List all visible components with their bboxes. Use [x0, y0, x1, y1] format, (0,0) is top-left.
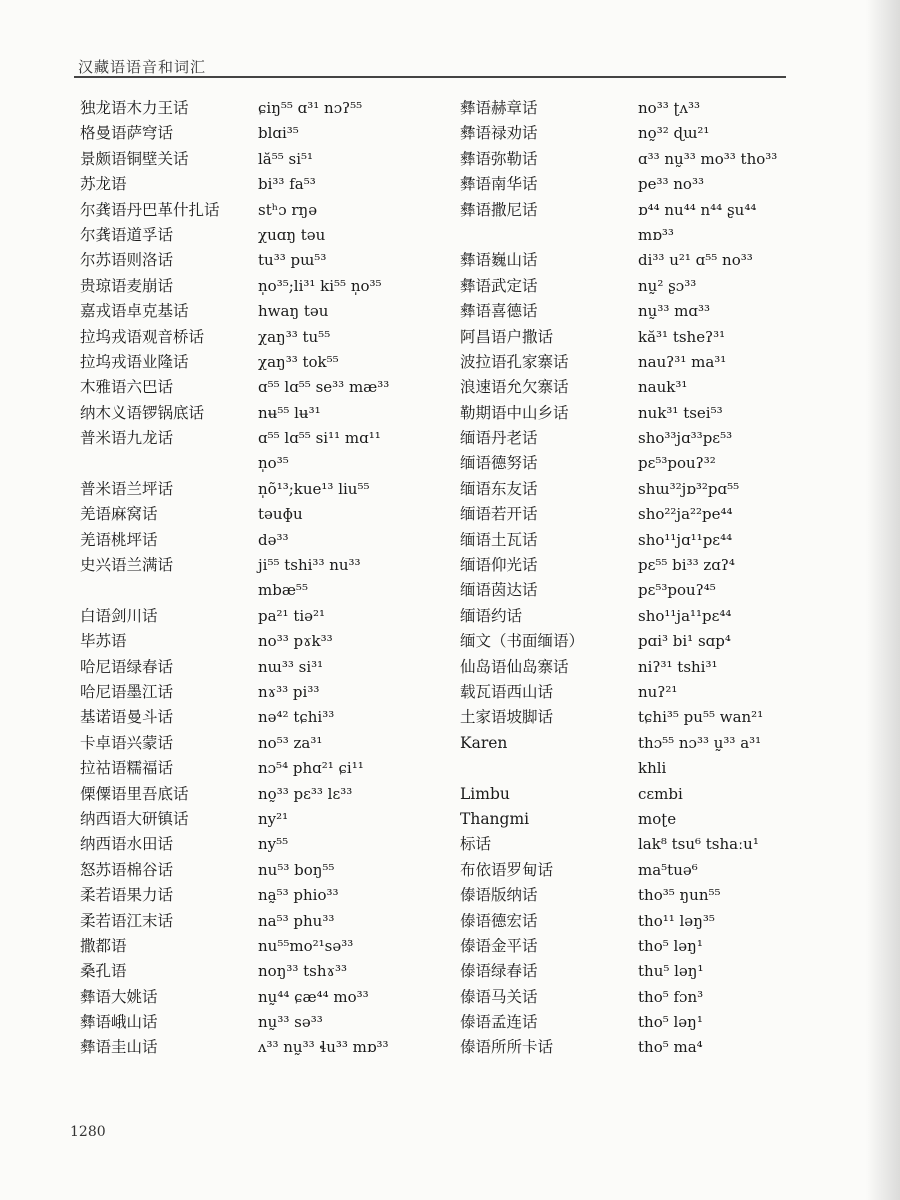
entry-row: [460, 934, 840, 959]
language-name: 彝语武定话: [460, 276, 538, 295]
word-form: pa²¹ tiə²¹: [258, 606, 326, 625]
entry-row: [460, 451, 840, 476]
entry-row: [80, 782, 460, 807]
word-form: na̰⁵³ phio³³: [258, 886, 339, 905]
entry-row: [460, 248, 840, 273]
language-name: 桑孔语: [80, 962, 127, 981]
entry-row: [460, 756, 840, 781]
word-form: sho³³jɑ³³pɛ⁵³: [638, 429, 733, 448]
entry-row: [80, 832, 460, 857]
entry-row: [460, 553, 840, 578]
entry-row: [80, 350, 460, 375]
entry-row: [80, 858, 460, 883]
word-form: ji⁵⁵ tshi³³ nu³³: [258, 556, 361, 575]
word-form: nɔ⁵⁴ phɑ²¹ ɕi¹¹: [258, 759, 364, 778]
language-name: 浪速语允欠寨话: [460, 378, 569, 397]
word-form: noŋ³³ tshɤ³³: [258, 962, 348, 981]
language-name: 彝语圭山话: [80, 1038, 158, 1057]
entry-row: [80, 274, 460, 299]
word-form: no³³ ʈʌ³³: [638, 99, 701, 117]
word-form: cɛmbi: [638, 784, 683, 803]
page-number: 1280: [70, 1124, 106, 1140]
entry-row: [80, 705, 460, 730]
word-form: stʰɔ rŋə: [258, 200, 318, 219]
language-name: 彝语撒尼话: [460, 200, 538, 219]
entry-row: [80, 248, 460, 273]
entry-row: [460, 121, 840, 146]
language-name: 勒期语中山乡话: [460, 403, 569, 422]
word-form: tho⁵ ləŋ¹: [638, 1013, 703, 1032]
language-name: 苏龙语: [80, 175, 127, 194]
language-name: 独龙语木力王话: [80, 99, 189, 117]
word-form: nuʔ²¹: [638, 682, 678, 701]
entry-row: [80, 121, 460, 146]
language-name: 彝语巍山话: [460, 251, 538, 270]
entry-row: [460, 375, 840, 400]
language-name: 尔苏语则洛话: [80, 251, 174, 270]
word-form: hwaŋ təu: [258, 302, 329, 321]
language-name: 傣语德宏话: [460, 911, 538, 930]
entry-row: [80, 807, 460, 832]
entry-row: [460, 223, 840, 248]
word-form: lă⁵⁵ si⁵¹: [258, 149, 314, 168]
language-name: 缅语若开话: [460, 505, 538, 524]
word-form: nṵ³³ mɑ³³: [638, 302, 710, 321]
language-name: 彝语峨山话: [80, 1013, 158, 1032]
language-name: 尔龚语道孚话: [80, 225, 174, 244]
language-name: 缅语东友话: [460, 479, 538, 498]
entry-row: [80, 502, 460, 527]
word-form: ny²¹: [258, 809, 289, 828]
entry-row: [80, 731, 460, 756]
word-form: χuɑŋ təu: [258, 225, 326, 244]
entry-row: [460, 1010, 840, 1035]
language-name: 彝语大姚话: [80, 987, 158, 1006]
entry-row: [80, 528, 460, 553]
language-name: Limbu: [460, 784, 510, 803]
language-name: 纳木义语锣锅底话: [80, 403, 205, 422]
language-name: 阿昌语户撒话: [460, 327, 554, 346]
language-name: 缅语丹老话: [460, 429, 538, 448]
word-form: pɑi³ bi¹ sɑp⁴: [638, 632, 731, 651]
entry-row: [460, 172, 840, 197]
entry-row: [80, 883, 460, 908]
language-name: 嘉戎语卓克基话: [80, 302, 189, 321]
language-name: 景颇语铜壁关话: [80, 149, 189, 168]
language-name: 彝语弥勒话: [460, 149, 538, 168]
language-name: 傣语版纳话: [460, 886, 538, 905]
word-form: nauk³¹: [638, 378, 688, 397]
entry-row: [80, 198, 460, 223]
word-form: n̩o³⁵: [258, 454, 289, 473]
entry-row: [460, 832, 840, 857]
word-form: lak⁸ tsu⁶ tshaːu¹: [638, 835, 759, 854]
word-form: n̩o³⁵;li³¹ ki⁵⁵ n̩o³⁵: [258, 276, 382, 295]
word-form: nauʔ³¹ ma³¹: [638, 352, 727, 371]
language-name: 傈僳语里吾底话: [80, 784, 189, 803]
language-name: 木雅语六巴话: [80, 378, 174, 397]
entry-row: [460, 96, 840, 121]
language-name: 彝语禄劝话: [460, 124, 538, 143]
word-form: pɛ⁵³pouʔ³²: [638, 454, 716, 473]
word-form: kă³¹ tsheʔ³¹: [638, 327, 726, 346]
entry-row: [460, 985, 840, 1010]
word-form: tho¹¹ ləŋ³⁵: [638, 911, 715, 930]
entry-row: [460, 629, 840, 654]
entry-row: [460, 705, 840, 730]
right-column: [460, 96, 840, 1061]
language-name: 布依语罗甸话: [460, 860, 554, 879]
entry-row: [80, 401, 460, 426]
word-form: ma⁵tuə⁶: [638, 860, 698, 879]
word-form: pɛ⁵³pouʔ⁴⁵: [638, 581, 716, 600]
language-name: 普米语兰坪话: [80, 479, 174, 498]
language-name: 拉祜语糯福话: [80, 759, 174, 778]
entry-row: [80, 96, 460, 121]
left-column: [80, 96, 460, 1061]
entry-row: [460, 909, 840, 934]
word-form: nʉ⁵⁵ lʉ³¹: [258, 403, 321, 422]
language-name: 傣语孟连话: [460, 1013, 538, 1032]
language-name: 白语剑川话: [80, 606, 158, 625]
word-form: ʌ³³ nṵ³³ ɬu³³ mɒ³³: [258, 1038, 389, 1057]
language-name: 柔若语江末话: [80, 911, 174, 930]
language-name: 标话: [460, 835, 492, 854]
word-form: shɯ³²jɒ³²pɑ⁵⁵: [638, 479, 740, 498]
word-form: nṵ² ʂɔ³³: [638, 276, 697, 295]
language-name: 毕苏语: [80, 632, 127, 651]
language-name: 缅语仰光话: [460, 556, 538, 575]
word-form: sho¹¹jɑ¹¹pɛ⁴⁴: [638, 530, 733, 549]
word-form: tho⁵ fɔn³: [638, 987, 704, 1006]
word-form: nṵ⁴⁴ ɕæ⁴⁴ mo³³: [258, 987, 369, 1006]
entry-row: [80, 985, 460, 1010]
language-name: 彝语南华话: [460, 175, 538, 194]
word-form: nṵ³³ sə³³: [258, 1013, 323, 1032]
header-rule: [74, 76, 786, 78]
language-name: Thangmi: [460, 809, 530, 828]
word-form: ny⁵⁵: [258, 835, 289, 854]
language-name: 载瓦语西山话: [460, 682, 554, 701]
language-name: 尔龚语丹巴革什扎话: [80, 200, 220, 219]
entry-row: [460, 477, 840, 502]
word-form: pɛ⁵⁵ bi³³ zɑʔ⁴: [638, 556, 735, 575]
entry-row: [80, 959, 460, 984]
language-name: 缅语德努话: [460, 454, 538, 473]
language-name: 贵琼语麦崩话: [80, 276, 174, 295]
entry-row: [80, 299, 460, 324]
entry-row: [460, 959, 840, 984]
entry-row: [80, 477, 460, 502]
language-name: 波拉语孔家寨话: [460, 352, 569, 371]
word-form: ɒ⁴⁴ nu⁴⁴ n⁴⁴ ʂu⁴⁴: [638, 200, 757, 219]
word-form: khli: [638, 759, 667, 778]
word-form: nə⁴² tɕhi³³: [258, 708, 335, 727]
entry-row: [80, 604, 460, 629]
language-name: 傣语金平话: [460, 936, 538, 955]
entry-row: [460, 680, 840, 705]
entry-row: [460, 401, 840, 426]
entry-row: [460, 325, 840, 350]
word-form: təuɸu: [258, 505, 303, 524]
word-form: tu³³ pɯ⁵³: [258, 251, 327, 270]
word-form: tho⁵ ləŋ¹: [638, 936, 703, 955]
word-form: di³³ u²¹ ɑ⁵⁵ no³³: [638, 251, 753, 270]
language-name: 普米语九龙话: [80, 429, 174, 448]
entry-row: [460, 782, 840, 807]
entry-row: [460, 604, 840, 629]
language-name: Karen: [460, 733, 508, 752]
language-name: 缅语土瓦话: [460, 530, 538, 549]
entry-row: [80, 756, 460, 781]
word-form: no⁵³ za³¹: [258, 733, 323, 752]
word-form: ɑ³³ nṵ³³ mo³³ tho³³: [638, 149, 778, 168]
word-form: χaŋ³³ tok⁵⁵: [258, 352, 339, 371]
language-name: 傣语马关话: [460, 987, 538, 1006]
word-form: bi³³ fa⁵³: [258, 175, 316, 194]
language-name: 撒都语: [80, 936, 127, 955]
entry-row: [80, 375, 460, 400]
language-name: 彝语赫章话: [460, 99, 538, 117]
page-edge-shadow: [866, 0, 900, 1200]
word-form: nuk³¹ tsei⁵³: [638, 403, 723, 422]
language-name: 拉坞戎语观音桥话: [80, 327, 205, 346]
entry-row: [460, 731, 840, 756]
language-name: 傣语绿春话: [460, 962, 538, 981]
word-form: nɤ³³ pi³³: [258, 682, 320, 701]
word-form: nɯ³³ si³¹: [258, 657, 324, 676]
language-name: 基诺语曼斗话: [80, 708, 174, 727]
entry-row: [80, 1035, 460, 1060]
entry-row: [460, 299, 840, 324]
entry-row: [80, 655, 460, 680]
language-name: 格曼语萨穹话: [80, 124, 174, 143]
entry-row: [460, 350, 840, 375]
entry-row: [80, 451, 460, 476]
entry-row: [460, 528, 840, 553]
language-name: 卡卓语兴蒙话: [80, 733, 174, 752]
language-name: 缅语茵达话: [460, 581, 538, 600]
language-name: 柔若语果力话: [80, 886, 174, 905]
entry-row: [460, 807, 840, 832]
language-name: 纳西语水田话: [80, 835, 174, 854]
word-form: thɔ⁵⁵ nɔ³³ ṵ³³ a³¹: [638, 733, 762, 752]
language-name: 哈尼语墨江话: [80, 682, 174, 701]
word-form: sho¹¹ja¹¹pɛ⁴⁴: [638, 606, 732, 625]
word-form: moʈe: [638, 809, 677, 828]
language-name: 缅语约话: [460, 606, 523, 625]
word-form: mbæ⁵⁵: [258, 581, 308, 600]
word-form: na⁵³ phu³³: [258, 911, 335, 930]
entry-row: [80, 172, 460, 197]
language-name: 土家语坡脚话: [460, 708, 554, 727]
language-name: 史兴语兰满话: [80, 556, 174, 575]
language-name: 怒苏语棉谷话: [80, 860, 174, 879]
language-name: 傣语所所卡话: [460, 1038, 554, 1057]
entry-row: [80, 223, 460, 248]
language-name: 拉坞戎语业隆话: [80, 352, 189, 371]
entry-row: [460, 655, 840, 680]
word-form: tho⁵ ma⁴: [638, 1038, 703, 1057]
word-form: sho²²ja²²pe⁴⁴: [638, 505, 733, 524]
entry-row: [460, 578, 840, 603]
entry-row: [80, 629, 460, 654]
word-form: ɑ⁵⁵ lɑ⁵⁵ si¹¹ mɑ¹¹: [258, 429, 381, 448]
word-form: no̰³³ pɛ³³ lɛ³³: [258, 784, 353, 803]
language-name: 羌语桃坪话: [80, 530, 158, 549]
entry-row: [460, 274, 840, 299]
word-form: ɕiŋ⁵⁵ ɑ³¹ nɔʔ⁵⁵: [258, 99, 363, 117]
word-form: n̩õ¹³;kue¹³ liu⁵⁵: [258, 479, 370, 498]
word-form: ɑ⁵⁵ lɑ⁵⁵ se³³ mæ³³: [258, 378, 390, 397]
word-form: nu⁵⁵mo²¹sə³³: [258, 936, 354, 955]
entry-row: [80, 1010, 460, 1035]
language-name: 纳西语大研镇话: [80, 809, 189, 828]
entry-row: [460, 198, 840, 223]
entry-row: [460, 426, 840, 451]
word-form: də³³: [258, 530, 289, 549]
word-form: no̰³² ɖɯ²¹: [638, 124, 710, 143]
language-name: 缅文（书面缅语）: [460, 632, 585, 651]
running-header-title: 汉藏语语音和词汇: [78, 58, 207, 76]
entry-row: [80, 325, 460, 350]
entry-row: [80, 426, 460, 451]
entry-row: [80, 680, 460, 705]
word-form: thu⁵ ləŋ¹: [638, 962, 704, 981]
word-form: pe³³ no³³: [638, 175, 704, 194]
word-form: tɕhi³⁵ pu⁵⁵ wan²¹: [638, 708, 764, 727]
word-form: blɑi³⁵: [258, 124, 299, 143]
word-form: no³³ pɤk³³: [258, 632, 333, 651]
entry-row: [80, 909, 460, 934]
entry-row: [80, 934, 460, 959]
word-form: mɒ³³: [638, 225, 674, 244]
entry-row: [460, 502, 840, 527]
entry-row: [460, 1035, 840, 1060]
entry-row: [460, 147, 840, 172]
entry-row: [80, 147, 460, 172]
language-name: 羌语麻窝话: [80, 505, 158, 524]
language-name: 哈尼语绿春话: [80, 657, 174, 676]
word-form: nu⁵³ boŋ⁵⁵: [258, 860, 335, 879]
language-name: 仙岛语仙岛寨话: [460, 657, 569, 676]
entry-row: [460, 858, 840, 883]
entry-row: [80, 553, 460, 578]
word-form: tho³⁵ ŋun⁵⁵: [638, 886, 721, 905]
word-form: χaŋ³³ tu⁵⁵: [258, 327, 331, 346]
entry-row: [460, 883, 840, 908]
entry-row: [80, 578, 460, 603]
language-name: 彝语喜德话: [460, 302, 538, 321]
word-form: niʔ³¹ tshi³¹: [638, 657, 718, 676]
